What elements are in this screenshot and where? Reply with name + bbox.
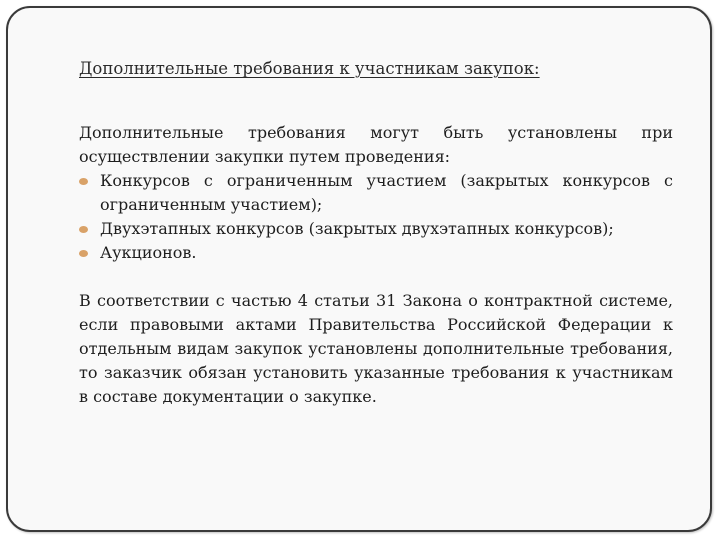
slide-title: Дополнительные требования к участникам закупок: xyxy=(79,59,540,78)
law-paragraph: В соответствии с частью 4 статьи 31 Закона о контрактной системе, если правовыми актами Правительства Российской Федерации к отдельным видам закупок установлены дополнительные требования, то заказчик обязан установить указанные требования к участникам в составе документации о закупке. xyxy=(79,291,673,406)
list-item xyxy=(79,169,673,217)
bullet-dot-icon xyxy=(79,178,88,185)
list-item xyxy=(79,241,673,265)
bullet-list xyxy=(79,169,673,265)
list-item-text: Аукционов. xyxy=(100,243,197,262)
bullet-dot-icon xyxy=(79,250,88,257)
list-item xyxy=(79,217,673,241)
slide-body xyxy=(79,121,673,409)
list-item-text: Двухэтапных конкурсов (закрытых двухэтапных конкурсов); xyxy=(100,219,614,238)
list-item-text: Конкурсов с ограниченным участием (закрытых конкурсов с ограниченным участием); xyxy=(100,171,673,214)
intro-paragraph: Дополнительные требования могут быть установлены при осуществлении закупки путем проведения: xyxy=(79,123,673,166)
bullet-dot-icon xyxy=(79,226,88,233)
